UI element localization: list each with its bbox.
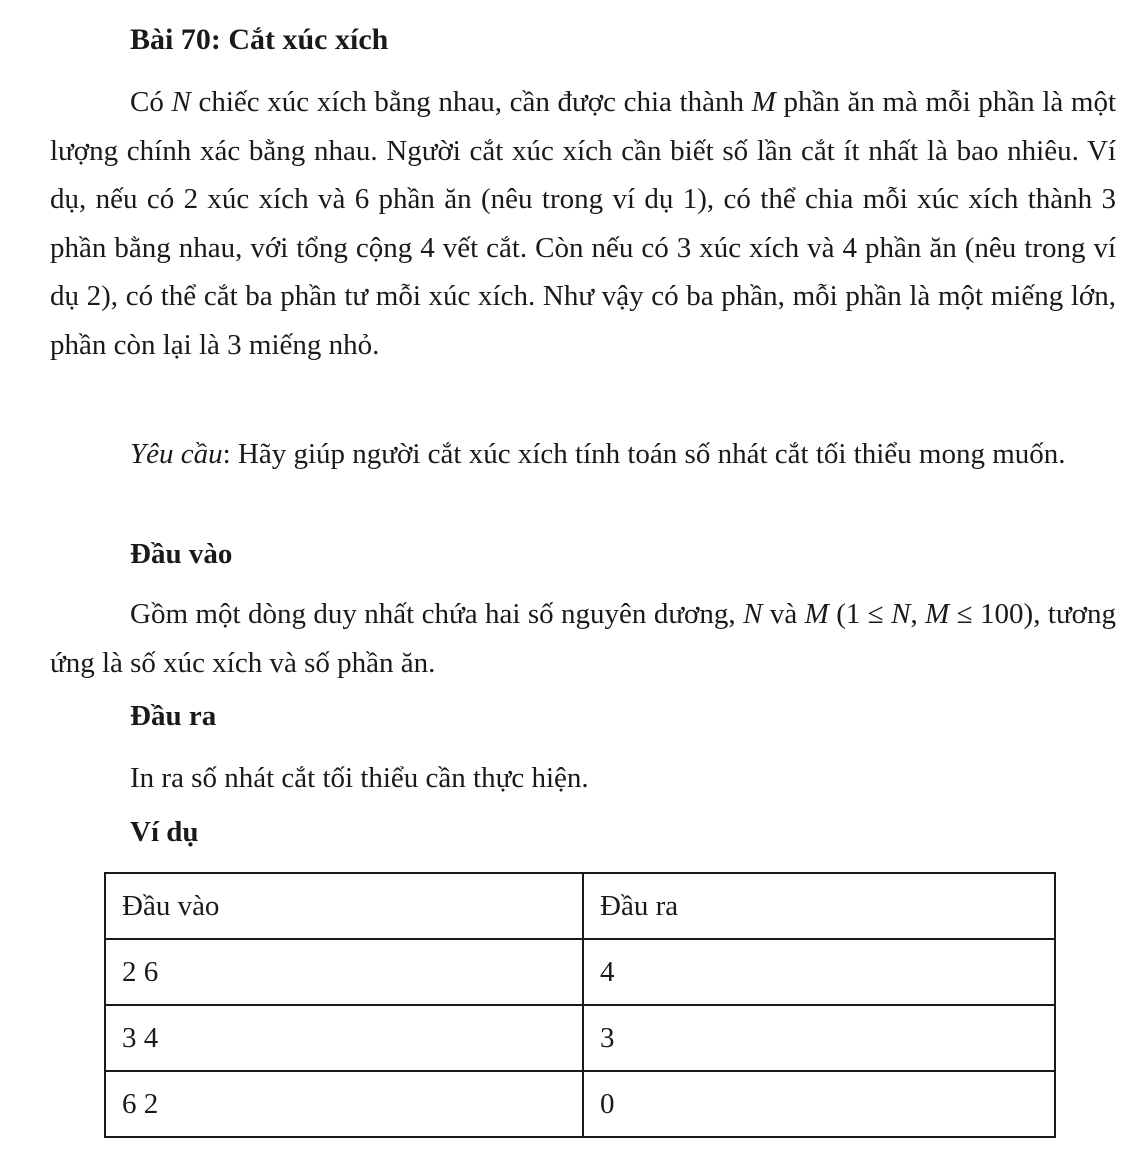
output-description: In ra số nhát cắt tối thiểu cần thực hiện. bbox=[130, 762, 589, 794]
table-row bbox=[105, 939, 1055, 1005]
example-heading: Ví dụ bbox=[130, 816, 199, 848]
example-input-cell: 3 4 bbox=[105, 1005, 583, 1071]
table-row bbox=[105, 1005, 1055, 1071]
problem-title: Bài 70: Cắt xúc xích bbox=[130, 23, 389, 56]
input-text-1: Gồm một dòng duy nhất chứa hai số nguyên dương, bbox=[130, 598, 744, 630]
statement-text-2: chiếc xúc xích bằng nhau, cần được chia thành bbox=[190, 86, 752, 118]
example-output-cell: 3 bbox=[583, 1005, 1055, 1071]
statement-text-1: Có bbox=[130, 86, 172, 118]
input-text-2: và bbox=[762, 598, 805, 630]
example-output-cell: 0 bbox=[583, 1071, 1055, 1137]
input-var-n-bound: N bbox=[891, 598, 911, 630]
column-header-output: Đầu ra bbox=[583, 873, 1055, 939]
input-text-4: , bbox=[910, 598, 926, 630]
example-input-cell: 2 6 bbox=[105, 939, 583, 1005]
requirement-text: : Hãy giúp người cắt xúc xích tính toán số nhát cắt tối thiểu mong muốn. bbox=[222, 438, 1066, 470]
input-text-5: ≤ 100), tương ứng là số xúc xích và số phần ăn. bbox=[50, 598, 1116, 679]
requirement-label: Yêu cầu bbox=[130, 438, 223, 470]
table-row bbox=[105, 1071, 1055, 1137]
example-table bbox=[104, 872, 1056, 1138]
example-input-cell: 6 2 bbox=[105, 1071, 583, 1137]
requirement-paragraph bbox=[50, 430, 1116, 479]
input-var-m-bound: M bbox=[925, 598, 950, 630]
output-heading: Đầu ra bbox=[130, 700, 217, 732]
input-var-n: N bbox=[743, 598, 763, 630]
problem-statement bbox=[50, 78, 1116, 369]
table-header-row bbox=[105, 873, 1055, 939]
input-var-m: M bbox=[804, 598, 829, 630]
statement-text-3: phần ăn mà mỗi phần là một lượng chính xác bằng nhau. Người cắt xúc xích cần biết số lần cắt ít nhất là bao nhiêu. Ví dụ, nếu có 2 xúc xích và 6 phần ăn (nêu trong ví dụ 1), có thể chia mỗi xúc xích thành 3 phần bằng nhau, với tổng cộng 4 vết cắt. Còn nếu có 3 xúc xích và 4 phần ăn (nêu trong ví dụ 2), có thể cắt ba phần tư mỗi xúc xích. Như vậy có ba phần, mỗi phần là một miếng lớn, phần còn lại là 3 miếng nhỏ. bbox=[50, 86, 1117, 361]
input-text-3: (1 ≤ bbox=[828, 598, 892, 630]
column-header-input: Đầu vào bbox=[105, 873, 583, 939]
input-description bbox=[50, 590, 1116, 687]
var-m: M bbox=[751, 86, 776, 118]
var-n: N bbox=[171, 86, 191, 118]
input-heading: Đầu vào bbox=[130, 538, 233, 570]
example-output-cell: 4 bbox=[583, 939, 1055, 1005]
